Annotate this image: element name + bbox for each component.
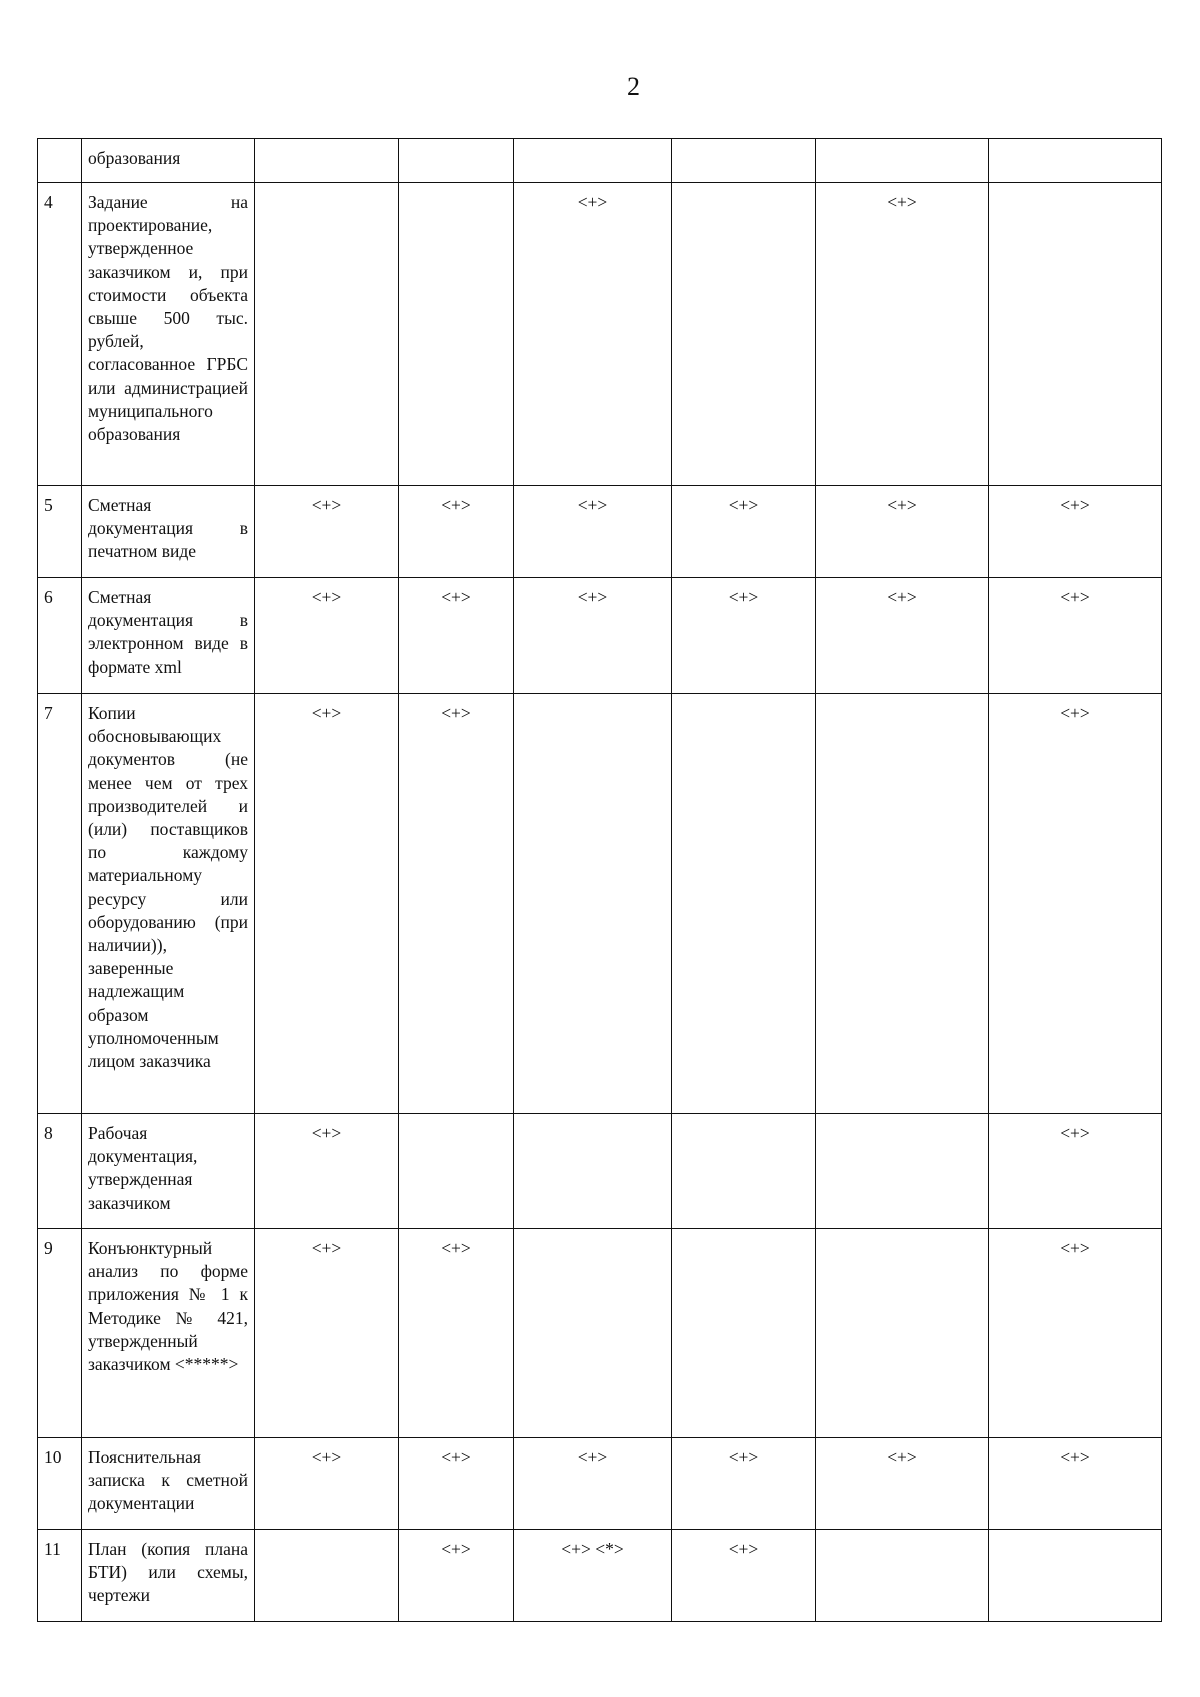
table-row bbox=[38, 1229, 1162, 1438]
requirement-mark-col-3 bbox=[514, 1229, 672, 1438]
requirement-mark-col-4 bbox=[672, 1114, 816, 1229]
page-number: 2 bbox=[627, 72, 640, 101]
requirement-mark-col-4: <+> bbox=[672, 1530, 816, 1622]
requirement-mark-col-6: <+> bbox=[989, 1114, 1162, 1229]
document-description: Конъюнктурный анализ по форме приложения № 1 к Методике № 421, утвержденный заказчиком <*****> bbox=[82, 1229, 255, 1438]
requirement-mark-col-2: <+> bbox=[399, 1438, 514, 1530]
requirement-mark-col-4: <+> bbox=[672, 1438, 816, 1530]
table-row bbox=[38, 1438, 1162, 1530]
document-description: образования bbox=[82, 139, 255, 183]
requirement-mark-col-3 bbox=[514, 1114, 672, 1229]
requirement-mark-col-3: <+> <*> bbox=[514, 1530, 672, 1622]
requirement-mark-col-2 bbox=[399, 139, 514, 183]
requirement-mark-col-1 bbox=[255, 183, 399, 486]
requirement-mark-col-3: <+> bbox=[514, 1438, 672, 1530]
row-number: 11 bbox=[38, 1530, 82, 1622]
row-number bbox=[38, 139, 82, 183]
requirement-mark-col-5 bbox=[816, 694, 989, 1114]
requirement-mark-col-6: <+> bbox=[989, 486, 1162, 578]
requirement-mark-col-4: <+> bbox=[672, 486, 816, 578]
requirement-mark-col-4: <+> bbox=[672, 578, 816, 694]
requirement-mark-col-1: <+> bbox=[255, 1114, 399, 1229]
document-description: План (копия плана БТИ) или схемы, чертежи bbox=[82, 1530, 255, 1622]
document-description: Пояснительная записка к сметной документации bbox=[82, 1438, 255, 1530]
requirement-mark-col-6 bbox=[989, 1530, 1162, 1622]
requirement-mark-col-6: <+> bbox=[989, 694, 1162, 1114]
document-description: Рабочая документация, утвержденная заказчиком bbox=[82, 1114, 255, 1229]
table-row bbox=[38, 1530, 1162, 1622]
requirement-mark-col-5: <+> bbox=[816, 1438, 989, 1530]
requirement-mark-col-2: <+> bbox=[399, 694, 514, 1114]
document-description: Задание на проектирование, утвержденное заказчиком и, при стоимости объекта свыше 500 тыс. рублей, согласованное ГРБС или администрацией муниципального образования bbox=[82, 183, 255, 486]
row-number: 6 bbox=[38, 578, 82, 694]
requirement-mark-col-6 bbox=[989, 183, 1162, 486]
requirement-mark-col-5 bbox=[816, 1530, 989, 1622]
requirement-mark-col-2: <+> bbox=[399, 1530, 514, 1622]
document-description: Сметная документация в печатном виде bbox=[82, 486, 255, 578]
row-number: 7 bbox=[38, 694, 82, 1114]
table-row bbox=[38, 578, 1162, 694]
table-row bbox=[38, 486, 1162, 578]
requirement-mark-col-2: <+> bbox=[399, 1229, 514, 1438]
requirement-mark-col-6 bbox=[989, 139, 1162, 183]
requirement-mark-col-3: <+> bbox=[514, 183, 672, 486]
requirement-mark-col-5: <+> bbox=[816, 183, 989, 486]
requirement-mark-col-1: <+> bbox=[255, 486, 399, 578]
requirement-mark-col-1 bbox=[255, 139, 399, 183]
requirement-mark-col-1: <+> bbox=[255, 1438, 399, 1530]
row-number: 10 bbox=[38, 1438, 82, 1530]
requirement-mark-col-5 bbox=[816, 139, 989, 183]
requirement-mark-col-6: <+> bbox=[989, 1438, 1162, 1530]
document-table bbox=[37, 138, 1162, 1622]
row-number: 8 bbox=[38, 1114, 82, 1229]
row-number: 4 bbox=[38, 183, 82, 486]
document-description: Сметная документация в электронном виде в формате xml bbox=[82, 578, 255, 694]
requirement-mark-col-6: <+> bbox=[989, 578, 1162, 694]
requirement-mark-col-2 bbox=[399, 1114, 514, 1229]
requirement-mark-col-4 bbox=[672, 694, 816, 1114]
requirement-mark-col-5 bbox=[816, 1229, 989, 1438]
requirement-mark-col-5 bbox=[816, 1114, 989, 1229]
requirement-mark-col-2: <+> bbox=[399, 578, 514, 694]
table-body bbox=[38, 139, 1162, 1622]
requirement-mark-col-1: <+> bbox=[255, 1229, 399, 1438]
requirement-mark-col-1 bbox=[255, 1530, 399, 1622]
requirement-mark-col-1: <+> bbox=[255, 694, 399, 1114]
table-row bbox=[38, 139, 1162, 183]
table-row bbox=[38, 183, 1162, 486]
requirement-mark-col-5: <+> bbox=[816, 486, 989, 578]
requirement-mark-col-5: <+> bbox=[816, 578, 989, 694]
requirement-mark-col-1: <+> bbox=[255, 578, 399, 694]
requirement-mark-col-2: <+> bbox=[399, 486, 514, 578]
table-row bbox=[38, 694, 1162, 1114]
requirement-mark-col-6: <+> bbox=[989, 1229, 1162, 1438]
requirement-mark-col-3: <+> bbox=[514, 578, 672, 694]
requirement-mark-col-2 bbox=[399, 183, 514, 486]
row-number: 9 bbox=[38, 1229, 82, 1438]
row-number: 5 bbox=[38, 486, 82, 578]
requirement-mark-col-4 bbox=[672, 139, 816, 183]
requirement-mark-col-3: <+> bbox=[514, 486, 672, 578]
requirement-mark-col-3 bbox=[514, 139, 672, 183]
requirement-mark-col-3 bbox=[514, 694, 672, 1114]
document-description: Копии обосновывающих документов (не менее чем от трех производителей и (или) поставщиков по каждому материальному ресурсу или оборудованию (при наличии)), заверенные надлежащим образом уполномоченным лицом заказчика bbox=[82, 694, 255, 1114]
requirement-mark-col-4 bbox=[672, 183, 816, 486]
table-row bbox=[38, 1114, 1162, 1229]
requirement-mark-col-4 bbox=[672, 1229, 816, 1438]
